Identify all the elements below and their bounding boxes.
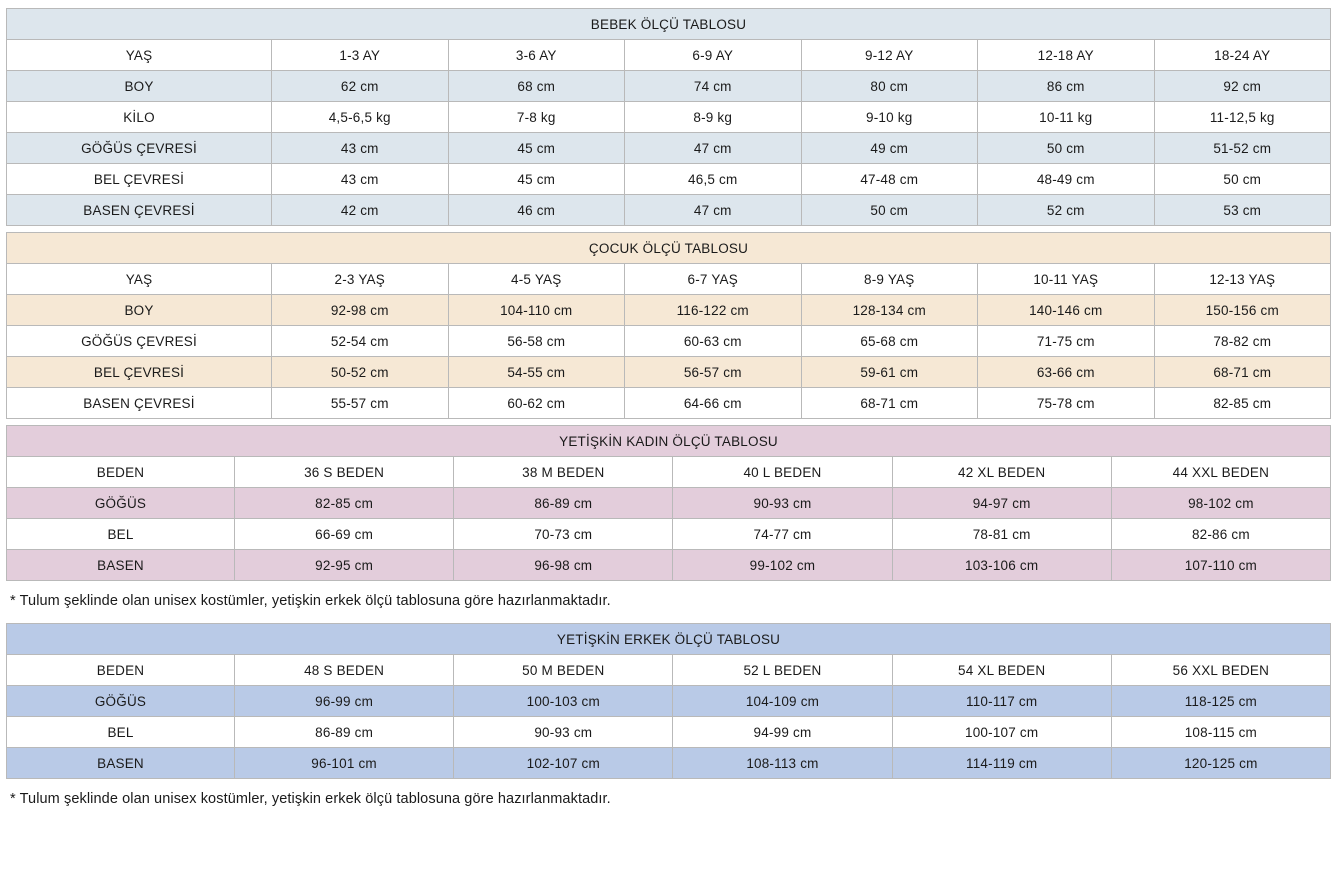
- table-cell: 82-85 cm: [235, 488, 454, 519]
- table-title-row: [7, 426, 1331, 457]
- row-label: BASEN ÇEVRESİ: [7, 388, 272, 419]
- table-cell: 78-81 cm: [892, 519, 1111, 550]
- page-title-women: YETİŞKİN KADIN ÖLÇÜ TABLOSU: [7, 426, 1331, 457]
- column-header: 2-3 YAŞ: [272, 264, 449, 295]
- men-size-table: [6, 623, 1331, 779]
- unisex-note-women: * Tulum şeklinde olan unisex kostümler, yetişkin erkek ölçü tablosuna göre hazırlanmaktadır.: [10, 593, 611, 609]
- table-cell: 50 cm: [1154, 164, 1331, 195]
- table-cell: 108-113 cm: [673, 748, 892, 779]
- table-cell: 65-68 cm: [801, 326, 978, 357]
- table-cell: 68 cm: [448, 71, 625, 102]
- column-header: 10-11 YAŞ: [978, 264, 1155, 295]
- table-cell: 86 cm: [978, 71, 1155, 102]
- page-title-child: ÇOCUK ÖLÇÜ TABLOSU: [7, 233, 1331, 264]
- table-cell: 42 cm: [272, 195, 449, 226]
- table-cell: 128-134 cm: [801, 295, 978, 326]
- table-row: [7, 71, 1331, 102]
- table-cell: 56-58 cm: [448, 326, 625, 357]
- row-label: BASEN ÇEVRESİ: [7, 195, 272, 226]
- table-cell: 86-89 cm: [454, 488, 673, 519]
- column-header: 12-13 YAŞ: [1154, 264, 1331, 295]
- table-cell: 51-52 cm: [1154, 133, 1331, 164]
- table-cell: 62 cm: [272, 71, 449, 102]
- table-cell: 75-78 cm: [978, 388, 1155, 419]
- table-cell: 45 cm: [448, 133, 625, 164]
- column-header: 9-12 AY: [801, 40, 978, 71]
- table-cell: 8-9 kg: [625, 102, 802, 133]
- table-cell: 56-57 cm: [625, 357, 802, 388]
- table-cell: 82-86 cm: [1111, 519, 1330, 550]
- row-label: GÖĞÜS: [7, 686, 235, 717]
- row-label: GÖĞÜS ÇEVRESİ: [7, 133, 272, 164]
- row-label: BEL: [7, 519, 235, 550]
- row-label: GÖĞÜS ÇEVRESİ: [7, 326, 272, 357]
- row-label: BOY: [7, 71, 272, 102]
- column-header: 50 M BEDEN: [454, 655, 673, 686]
- table-cell: 9-10 kg: [801, 102, 978, 133]
- column-header: YAŞ: [7, 40, 272, 71]
- table-cell: 43 cm: [272, 164, 449, 195]
- table-cell: 71-75 cm: [978, 326, 1155, 357]
- table-cell: 53 cm: [1154, 195, 1331, 226]
- table-cell: 118-125 cm: [1111, 686, 1330, 717]
- column-header: 36 S BEDEN: [235, 457, 454, 488]
- row-label: BASEN: [7, 550, 235, 581]
- table-cell: 63-66 cm: [978, 357, 1155, 388]
- table-cell: 68-71 cm: [1154, 357, 1331, 388]
- table-cell: 64-66 cm: [625, 388, 802, 419]
- table-cell: 46,5 cm: [625, 164, 802, 195]
- table-cell: 103-106 cm: [892, 550, 1111, 581]
- column-header: 6-9 AY: [625, 40, 802, 71]
- table-row: [7, 195, 1331, 226]
- row-label: BEL: [7, 717, 235, 748]
- row-label: BEL ÇEVRESİ: [7, 164, 272, 195]
- table-cell: 59-61 cm: [801, 357, 978, 388]
- table-cell: 110-117 cm: [892, 686, 1111, 717]
- table-cell: 70-73 cm: [454, 519, 673, 550]
- table-cell: 98-102 cm: [1111, 488, 1330, 519]
- column-header: 8-9 YAŞ: [801, 264, 978, 295]
- table-row: [7, 488, 1331, 519]
- table-cell: 52 cm: [978, 195, 1155, 226]
- table-cell: 104-109 cm: [673, 686, 892, 717]
- column-header: 38 M BEDEN: [454, 457, 673, 488]
- table-cell: 50-52 cm: [272, 357, 449, 388]
- table-cell: 52-54 cm: [272, 326, 449, 357]
- table-cell: 10-11 kg: [978, 102, 1155, 133]
- unisex-note-men: * Tulum şeklinde olan unisex kostümler, yetişkin erkek ölçü tablosuna göre hazırlanmaktadır.: [10, 791, 611, 807]
- table-cell: 74-77 cm: [673, 519, 892, 550]
- table-row: [7, 164, 1331, 195]
- table-cell: 92 cm: [1154, 71, 1331, 102]
- page-title-baby: BEBEK ÖLÇÜ TABLOSU: [7, 9, 1331, 40]
- table-cell: 45 cm: [448, 164, 625, 195]
- table-cell: 96-101 cm: [235, 748, 454, 779]
- table-cell: 94-97 cm: [892, 488, 1111, 519]
- table-cell: 43 cm: [272, 133, 449, 164]
- table-cell: 47-48 cm: [801, 164, 978, 195]
- table-cell: 100-107 cm: [892, 717, 1111, 748]
- table-cell: 92-95 cm: [235, 550, 454, 581]
- table-row: [7, 686, 1331, 717]
- table-row: [7, 717, 1331, 748]
- table-header-row: [7, 457, 1331, 488]
- table-cell: 99-102 cm: [673, 550, 892, 581]
- table-cell: 90-93 cm: [454, 717, 673, 748]
- table-cell: 116-122 cm: [625, 295, 802, 326]
- table-cell: 68-71 cm: [801, 388, 978, 419]
- table-cell: 50 cm: [801, 195, 978, 226]
- column-header: 54 XL BEDEN: [892, 655, 1111, 686]
- table-cell: 60-63 cm: [625, 326, 802, 357]
- column-header: 3-6 AY: [448, 40, 625, 71]
- table-cell: 140-146 cm: [978, 295, 1155, 326]
- table-cell: 120-125 cm: [1111, 748, 1330, 779]
- row-label: BASEN: [7, 748, 235, 779]
- column-header: 56 XXL BEDEN: [1111, 655, 1330, 686]
- women-size-table: [6, 425, 1331, 581]
- table-cell: 107-110 cm: [1111, 550, 1330, 581]
- table-row: [7, 102, 1331, 133]
- column-header: 18-24 AY: [1154, 40, 1331, 71]
- column-header: BEDEN: [7, 655, 235, 686]
- table-row: [7, 748, 1331, 779]
- table-cell: 94-99 cm: [673, 717, 892, 748]
- column-header: YAŞ: [7, 264, 272, 295]
- table-row: [7, 519, 1331, 550]
- table-cell: 108-115 cm: [1111, 717, 1330, 748]
- table-cell: 150-156 cm: [1154, 295, 1331, 326]
- table-cell: 80 cm: [801, 71, 978, 102]
- row-label: BOY: [7, 295, 272, 326]
- table-cell: 92-98 cm: [272, 295, 449, 326]
- child-size-table: [6, 232, 1331, 419]
- column-header: BEDEN: [7, 457, 235, 488]
- table-cell: 48-49 cm: [978, 164, 1155, 195]
- table-cell: 7-8 kg: [448, 102, 625, 133]
- row-label: KİLO: [7, 102, 272, 133]
- column-header: 12-18 AY: [978, 40, 1155, 71]
- column-header: 6-7 YAŞ: [625, 264, 802, 295]
- table-cell: 47 cm: [625, 195, 802, 226]
- column-header: 42 XL BEDEN: [892, 457, 1111, 488]
- table-row: [7, 550, 1331, 581]
- table-title-row: [7, 624, 1331, 655]
- baby-size-table: [6, 8, 1331, 226]
- table-cell: 90-93 cm: [673, 488, 892, 519]
- table-row: [7, 295, 1331, 326]
- table-cell: 104-110 cm: [448, 295, 625, 326]
- table-cell: 74 cm: [625, 71, 802, 102]
- table-cell: 86-89 cm: [235, 717, 454, 748]
- table-cell: 47 cm: [625, 133, 802, 164]
- table-cell: 46 cm: [448, 195, 625, 226]
- table-header-row: [7, 655, 1331, 686]
- table-title-row: [7, 233, 1331, 264]
- table-row: [7, 388, 1331, 419]
- table-cell: 11-12,5 kg: [1154, 102, 1331, 133]
- table-cell: 66-69 cm: [235, 519, 454, 550]
- table-cell: 114-119 cm: [892, 748, 1111, 779]
- table-cell: 60-62 cm: [448, 388, 625, 419]
- row-label: GÖĞÜS: [7, 488, 235, 519]
- table-cell: 54-55 cm: [448, 357, 625, 388]
- table-cell: 102-107 cm: [454, 748, 673, 779]
- page-title-men: YETİŞKİN ERKEK ÖLÇÜ TABLOSU: [7, 624, 1331, 655]
- table-row: [7, 326, 1331, 357]
- table-cell: 100-103 cm: [454, 686, 673, 717]
- table-cell: 82-85 cm: [1154, 388, 1331, 419]
- table-cell: 50 cm: [978, 133, 1155, 164]
- column-header: 4-5 YAŞ: [448, 264, 625, 295]
- column-header: 48 S BEDEN: [235, 655, 454, 686]
- row-label: BEL ÇEVRESİ: [7, 357, 272, 388]
- column-header: 40 L BEDEN: [673, 457, 892, 488]
- table-cell: 55-57 cm: [272, 388, 449, 419]
- table-cell: 49 cm: [801, 133, 978, 164]
- column-header: 52 L BEDEN: [673, 655, 892, 686]
- table-title-row: [7, 9, 1331, 40]
- table-cell: 78-82 cm: [1154, 326, 1331, 357]
- column-header: 44 XXL BEDEN: [1111, 457, 1330, 488]
- table-cell: 4,5-6,5 kg: [272, 102, 449, 133]
- column-header: 1-3 AY: [272, 40, 449, 71]
- table-row: [7, 133, 1331, 164]
- table-header-row: [7, 40, 1331, 71]
- table-cell: 96-99 cm: [235, 686, 454, 717]
- table-cell: 96-98 cm: [454, 550, 673, 581]
- table-row: [7, 357, 1331, 388]
- table-header-row: [7, 264, 1331, 295]
